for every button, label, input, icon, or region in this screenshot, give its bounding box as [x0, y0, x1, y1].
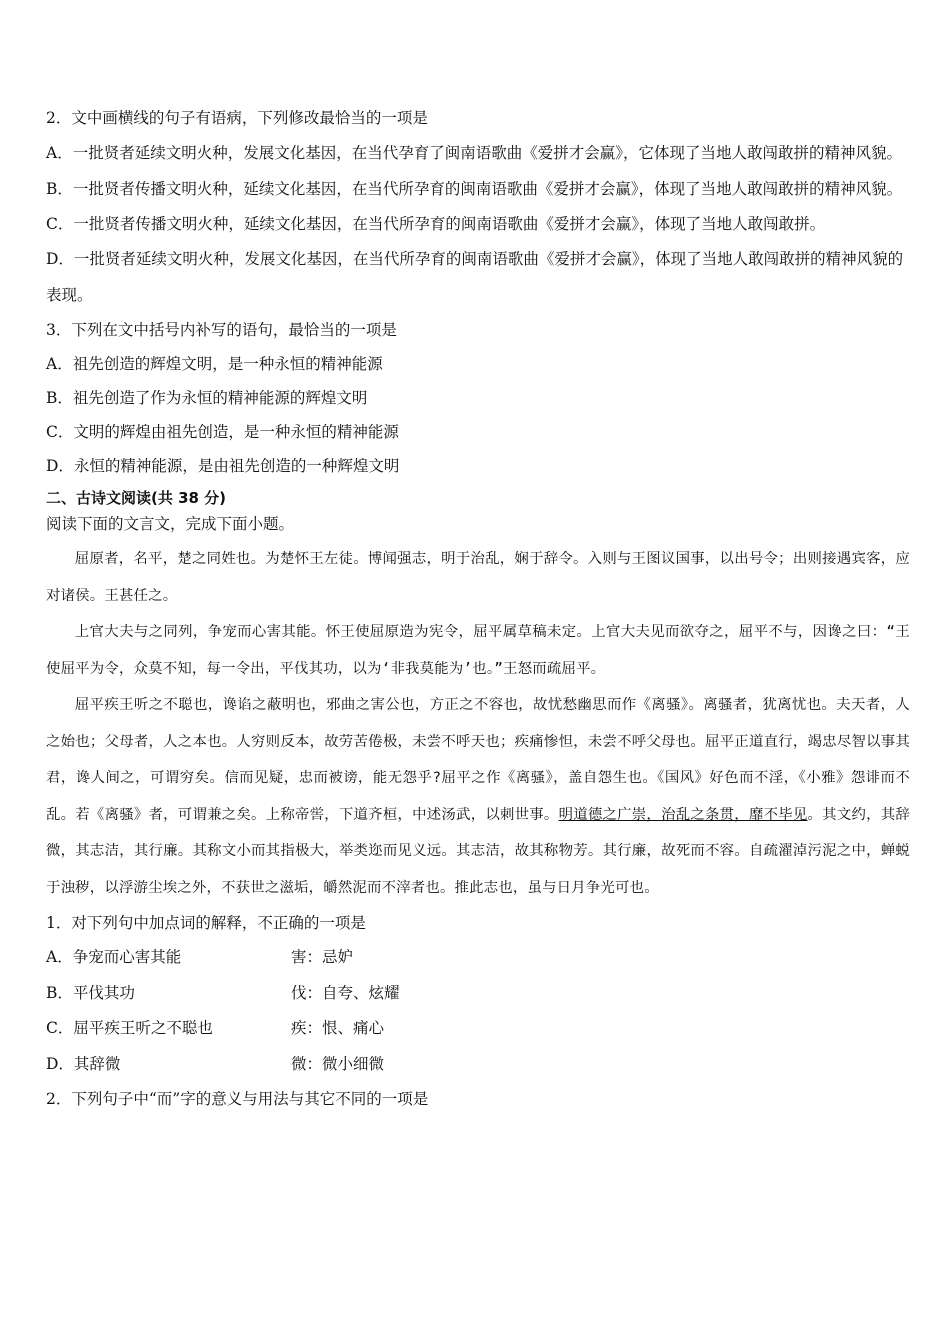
option-gloss: 疾：恨、痛心 — [291, 1019, 385, 1037]
classical-question-1-option-d — [46, 1047, 910, 1083]
classical-passage — [46, 541, 910, 906]
passage-paragraph-3-part-1: 屈平疾王听之不聪也，谗谄之蔽明也，邪曲之害公也，方正之不容也，故忧愁幽思而作《离骚》。离骚者，犹离忧也。夫天者，人之始也；父母者，人之本也。人穷则反本，故劳苦倦极，未尝不呼天也；疾痛惨怛，未尝不呼父母也。屈平正道直行，竭忠尽智以事其君，谗人间之，可谓穷矣。信而见疑，忠而被谤，能无怨乎?屈平之作《离骚》，盖自怨生也。《国风》好色而不淫，《小雅》怨诽而不乱。若《离骚》者，可谓兼之矣。上称帝喾，下道齐桓，中述汤武，以刺世事。 — [46, 697, 910, 823]
underlined-sentence: 明道德之广崇，治乱之条贯，靡不毕见 — [558, 806, 808, 823]
passage-paragraph-1: 屈原者，名平，楚之同姓也。为楚怀王左徒。博闻强志，明于治乱，娴于辞令。入则与王图议国事，以出号令；出则接遇宾客，应对诸侯。王甚任之。 — [46, 551, 910, 604]
option-gloss: 伐：自夸、炫耀 — [291, 983, 400, 1002]
exam-page — [46, 101, 910, 1116]
option-gloss: 微：微小细微 — [291, 1054, 385, 1073]
option-gloss: 害：忌妒 — [291, 948, 354, 966]
section-2-title: 二、古诗文阅读(共 38 分) — [46, 489, 227, 507]
passage-paragraph-2: 上官大夫与之同列，争宠而心害其能。怀王使屈原造为宪令，屈平属草稿未定。上官大夫见而欲夺之，屈平不与，因谗之曰：“王使屈平为令，众莫不知，每一令出，平伐其功，以为‘非我莫能为’也。”王怒而疏屈平。 — [46, 624, 910, 677]
section-2-intro: 阅读下面的文言文，完成下面小题。 — [46, 515, 295, 533]
question-3-option-d: D．永恒的精神能源，是由祖先创造的一种辉煌文明 — [46, 457, 400, 475]
question-3-option-b: B．祖先创造了作为永恒的精神能源的辉煌文明 — [46, 389, 368, 407]
question-3-option-c: C．文明的辉煌由祖先创造，是一种永恒的精神能源 — [46, 423, 399, 441]
classical-question-1-option-c — [46, 1011, 910, 1047]
question-3-stem: 3．下列在文中括号内补写的语句，最恰当的一项是 — [46, 321, 397, 339]
question-2-option-c: C．一批贤者传播文明火种，延续文化基因，在当代所孕育的闽南语歌曲《爱拼才会赢》，体现了当地人敢闯敢拼。 — [46, 215, 826, 233]
option-sentence: C．屈平疾王听之不聪也 — [46, 1019, 213, 1037]
question-2-option-b: B．一批贤者传播文明火种，延续文化基因，在当代所孕育的闽南语歌曲《爱拼才会赢》，体现了当地人敢闯敢拼的精神风貌。 — [46, 180, 903, 198]
question-2-stem: 2．文中画横线的句子有语病，下列修改最恰当的一项是 — [46, 109, 428, 127]
option-sentence: A．争宠而心害其能 — [46, 948, 182, 966]
option-sentence: B．平伐其功 — [46, 983, 135, 1002]
classical-question-1-option-a — [46, 940, 910, 976]
passage-paragraph-3 — [46, 687, 910, 906]
question-2-option-d: D．一批贤者延续文明火种，发展文化基因，在当代所孕育的闽南语歌曲《爱拼才会赢》，体现了当地人敢闯敢拼的精神风貌的表现。 — [46, 250, 904, 304]
classical-question-1-stem: 1．对下列句中加点词的解释，不正确的一项是 — [46, 914, 366, 932]
passage-paragraph-3-part-2: 。其文约，其辞微，其志洁，其行廉。其称文小而其指极大，举类迩而见义远。其志洁，故其称物芳。其行廉，故死而不容。自疏濯淖污泥之中，蝉蜕于浊秽，以浮游尘埃之外，不获世之滋垢，皭然泥而不滓者也。推此志也，虽与日月争光可也。 — [46, 806, 910, 896]
question-2-option-a: A．一批贤者延续文明火种，发展文化基因，在当代孕育了闽南语歌曲《爱拼才会赢》，它体现了当地人敢闯敢拼的精神风貌。 — [46, 144, 902, 162]
question-3-option-a: A．祖先创造的辉煌文明，是一种永恒的精神能源 — [46, 355, 383, 373]
classical-question-1-option-b — [46, 976, 910, 1012]
option-sentence: D．其辞微 — [46, 1054, 121, 1073]
classical-question-2-stem: 2．下列句子中“而”字的意义与用法与其它不同的一项是 — [46, 1090, 429, 1108]
